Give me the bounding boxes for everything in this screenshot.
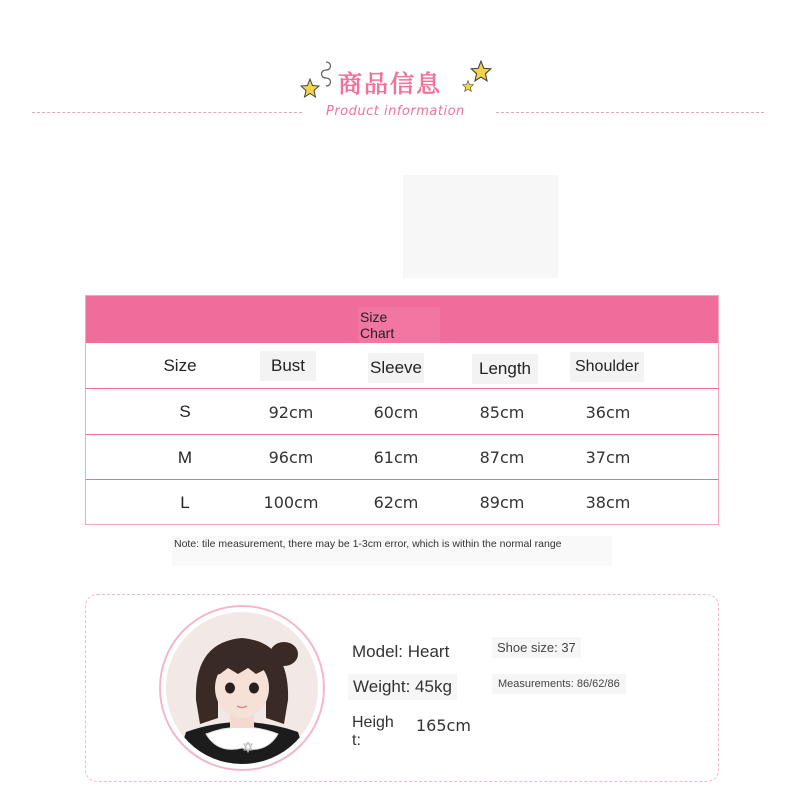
table-cell-size: M — [177, 448, 193, 467]
star-right-icon — [470, 60, 492, 82]
model-weight: Weight: 45kg — [348, 674, 457, 700]
column-header-shoulder: Shoulder — [570, 352, 644, 382]
column-header-bust: Bust — [260, 351, 316, 381]
model-height-value: 165cm — [416, 716, 471, 735]
model-portrait-icon — [166, 612, 318, 764]
star-small-icon — [462, 80, 474, 92]
table-cell-bust: 96cm — [268, 448, 314, 467]
row-divider — [86, 388, 718, 389]
row-divider — [86, 434, 718, 435]
table-cell-bust: 100cm — [263, 493, 319, 512]
table-cell-shoulder: 36cm — [585, 403, 631, 422]
model-avatar — [166, 612, 318, 764]
table-cell-length: 89cm — [479, 493, 525, 512]
section-title-chinese: 商品信息 — [338, 70, 442, 98]
table-cell-sleeve: 60cm — [373, 403, 419, 422]
column-header-sleeve: Sleeve — [368, 353, 424, 383]
row-divider — [86, 479, 718, 480]
section-title-english: Product information — [326, 104, 465, 119]
table-cell-shoulder: 37cm — [585, 448, 631, 467]
column-header-size: Size — [163, 356, 197, 375]
table-cell-shoulder: 38cm — [585, 493, 631, 512]
column-header-length: Length — [472, 354, 538, 384]
star-left-icon — [300, 78, 320, 98]
header-divider-right — [496, 112, 764, 113]
table-cell-length: 87cm — [479, 448, 525, 467]
size-chart-title: Size Chart — [358, 307, 440, 343]
table-cell-sleeve: 62cm — [373, 493, 419, 512]
table-cell-sleeve: 61cm — [373, 448, 419, 467]
measurement-note: Note: tile measurement, there may be 1-3cm error, which is within the normal range — [172, 536, 612, 566]
table-cell-bust: 92cm — [268, 403, 314, 422]
table-cell-length: 85cm — [479, 403, 525, 422]
table-cell-size: L — [180, 493, 190, 512]
model-measurements: Measurements: 86/62/86 — [492, 674, 626, 694]
size-chart-table — [85, 295, 719, 525]
table-cell-size: S — [179, 402, 191, 421]
image-placeholder — [403, 175, 558, 278]
model-shoe-size: Shoe size: 37 — [492, 637, 581, 658]
model-name: Model: Heart — [352, 642, 450, 661]
header-divider-left — [32, 112, 302, 113]
model-height-label: Heigh t: — [352, 714, 394, 749]
